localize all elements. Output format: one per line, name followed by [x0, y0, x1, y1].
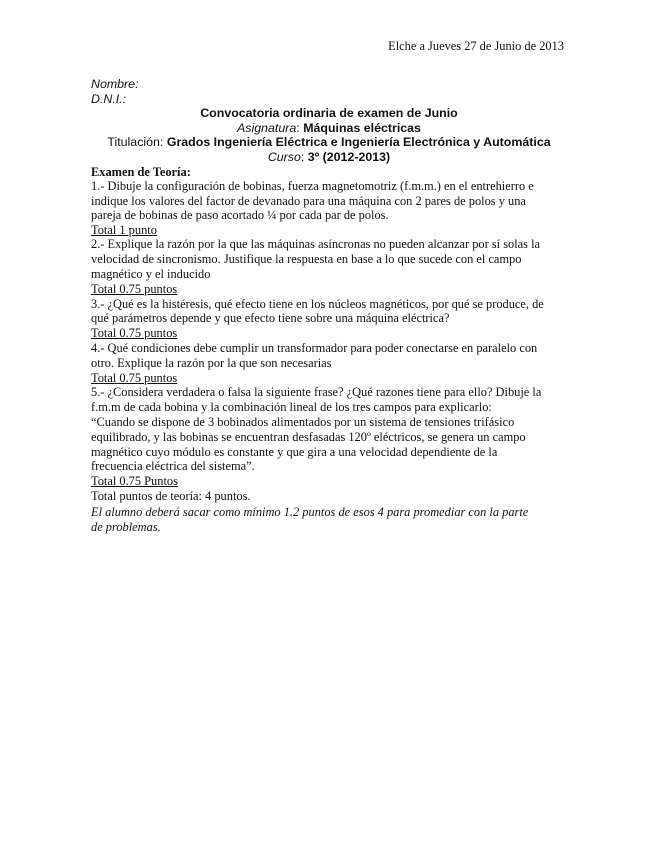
degree-line	[91, 135, 567, 150]
note-line-1: El alumno deberá sacar como mínimo 1.2 puntos de esos 4 para promediar con la parte	[91, 505, 529, 519]
question-5-line-6: frecuencia eléctrica del sistema”.	[91, 459, 255, 473]
name-label: Nombre:	[91, 77, 139, 91]
section-title: Examen de Teoría:	[91, 165, 191, 179]
question-5-line-5: magnético cuyo módulo es constante y que gira a una velocidad dependiente de la	[91, 445, 498, 459]
question-3-line-1: 3.- ¿Qué es la histéresis, qué efecto tiene en los núcleos magnéticos, por qué se produce, de	[91, 297, 544, 311]
question-5-line-3: “Cuando se dispone de 3 bobinados alimentados por un sistema de tensiones trifásico	[91, 415, 515, 429]
course-label: Curso	[267, 150, 301, 164]
question-4-score: Total 0.75 puntos	[91, 371, 178, 385]
course-separator: :	[300, 150, 308, 164]
note-line-2: de problemas.	[91, 520, 161, 534]
subject-label: Asignatura	[237, 121, 297, 135]
question-4-line-2: otro. Explique la razón por la que son necesarias	[91, 356, 332, 370]
course-value: 3º (2012-2013)	[307, 150, 391, 164]
subject-separator: :	[296, 121, 304, 135]
question-1-line-1: 1.- Dibuje la configuración de bobinas, fuerza magnetomotriz (f.m.m.) en el entrehierro e	[91, 179, 534, 193]
question-5-score: Total 0.75 Puntos	[91, 474, 178, 488]
question-2-line-3: magnético y el inducido	[91, 267, 211, 281]
question-4-line-1: 4.- Qué condiciones debe cumplir un transformador para poder conectarse en paralelo con	[91, 341, 538, 355]
question-2-line-1: 2.- Explique la razón por la que las máquinas asíncronas no pueden alcanzar por sí solas la	[91, 237, 541, 251]
question-5-line-2: f.m.m de cada bobina y la combinación lineal de los tres campos para explicarlo:	[91, 400, 492, 414]
subject-line	[91, 121, 567, 136]
degree-value: Grados Ingeniería Eléctrica e Ingeniería Electrónica y Automática	[166, 135, 551, 149]
question-1-line-3: pareja de bobinas de paso acortado ¼ por cada par de polos.	[91, 208, 389, 222]
degree-label: Titulación:	[107, 135, 167, 149]
question-3-line-2: qué parámetros depende y que efecto tiene sobre una máquina eléctrica?	[91, 311, 450, 325]
question-2-score: Total 0.75 puntos	[91, 282, 178, 296]
question-5-line-4: equilibrado, y las bobinas se encuentran desfasadas 120º eléctricos, se genera un campo	[91, 430, 526, 444]
exam-title: Convocatoria ordinaria de examen de Junio	[200, 106, 458, 120]
course-line	[91, 150, 567, 165]
subject-value: Máquinas eléctricas	[303, 121, 421, 135]
question-1-score: Total 1 punto	[91, 223, 157, 237]
id-label: D.N.I.:	[91, 92, 127, 106]
question-5-line-1: 5.- ¿Considera verdadera o falsa la siguiente frase? ¿Qué razones tiene para ello? Dibuje la	[91, 385, 542, 399]
question-2-line-2: velocidad de sincronismo. Justifique la respuesta en base a lo que sucede con el campo	[91, 252, 522, 266]
question-1-line-2: indique los valores del factor de devanado para una máquina con 2 pares de polos y una	[91, 194, 526, 208]
total-points: Total puntos de teoría: 4 puntos.	[91, 489, 251, 503]
date-line: Elche a Jueves 27 de Junio de 2013	[388, 39, 564, 53]
question-3-score: Total 0.75 puntos	[91, 326, 178, 340]
